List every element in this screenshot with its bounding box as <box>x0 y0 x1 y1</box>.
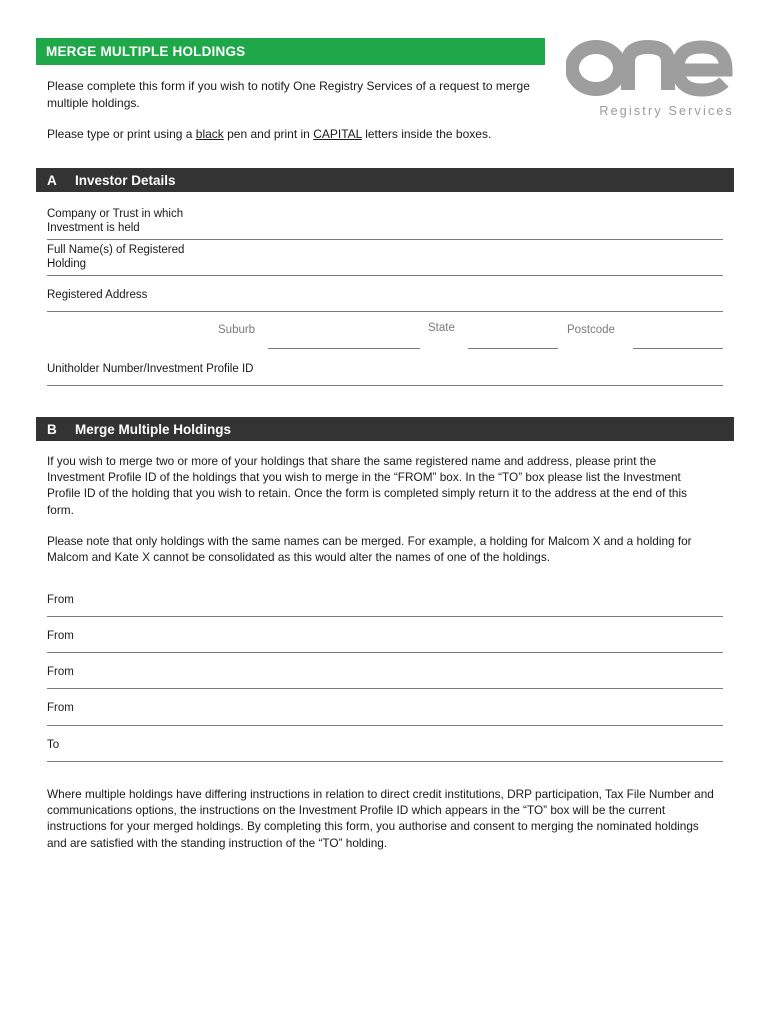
standing-instructions-note: Where multiple holdings have differing instructions in relation to direct credit institutions, DRP participation, Tax File Number and communications options, the instructions on the Investment Profile ID which appears in the “TO” box will be the current instructions for your merged holdings. By completing this form, you authorise and consent to merging the nominated holdings and are satisfied with the standing instruction of the “TO” holding. <box>47 787 714 850</box>
form-title-bar <box>36 38 545 65</box>
intro-instructions <box>47 126 547 143</box>
intro-capital-word: CAPITAL <box>313 127 362 141</box>
postcode-field[interactable] <box>633 348 723 349</box>
fullname-field[interactable] <box>47 275 723 276</box>
section-a-letter: A <box>47 173 57 188</box>
state-label: State <box>428 322 455 334</box>
one-logo-icon <box>566 34 734 104</box>
unitholder-field[interactable] <box>47 385 723 386</box>
from-field-1[interactable] <box>47 616 723 617</box>
intro-black-word: black <box>195 127 224 141</box>
from-label-2: From <box>47 630 74 642</box>
logo-tagline: Registry Services <box>599 104 734 118</box>
fullname-label: Full Name(s) of Registered Holding <box>47 244 185 270</box>
from-label-3: From <box>47 666 74 678</box>
intro-part: Please type or print using a <box>47 127 196 141</box>
postcode-label: Postcode <box>567 324 615 336</box>
section-b-title: Merge Multiple Holdings <box>75 422 232 437</box>
section-a-title: Investor Details <box>75 173 176 188</box>
intro-part: pen and print in <box>223 127 314 141</box>
unitholder-label: Unitholder Number/Investment Profile ID <box>47 363 254 375</box>
section-a-header <box>36 168 734 192</box>
intro-text: Please complete this form if you wish to notify One Registry Services of a request to merge multiple holdings. <box>47 79 530 110</box>
company-field[interactable] <box>212 239 723 240</box>
section-b-letter: B <box>47 422 57 437</box>
from-label-1: From <box>47 594 74 606</box>
state-field[interactable] <box>468 348 558 349</box>
merge-instructions: If you wish to merge two or more of your holdings that share the same registered name and address, please print the Investment Profile ID of the holdings that you wish to merge in the “FROM” box. In the “TO” box please list the Investment Profile ID of the holding that you wish to retain. Once the form is completed simply return it to the address at the end of this form. <box>47 454 687 517</box>
address-field[interactable] <box>47 311 723 312</box>
section-b-header <box>36 417 734 441</box>
from-field-3[interactable] <box>47 688 723 689</box>
address-label: Registered Address <box>47 289 148 301</box>
from-field-2[interactable] <box>47 652 723 653</box>
one-registry-logo <box>566 34 734 122</box>
suburb-label: Suburb <box>218 324 256 336</box>
company-label: Company or Trust in which Investment is held <box>47 208 184 234</box>
form-title: MERGE MULTIPLE HOLDINGS <box>46 44 246 59</box>
to-label: To <box>47 739 60 751</box>
company-rule <box>47 239 212 240</box>
intro-part: letters inside the boxes. <box>361 127 492 141</box>
suburb-field[interactable] <box>268 348 420 349</box>
merge-note: Please note that only holdings with the same names can be merged. For example, a holding for Malcom X and a holding for Malcom and Kate X cannot be consolidated as this would alter the names of one of the holdings. <box>47 534 692 565</box>
from-label-4: From <box>47 702 74 714</box>
to-field[interactable] <box>47 761 723 762</box>
from-field-4[interactable] <box>47 725 723 726</box>
